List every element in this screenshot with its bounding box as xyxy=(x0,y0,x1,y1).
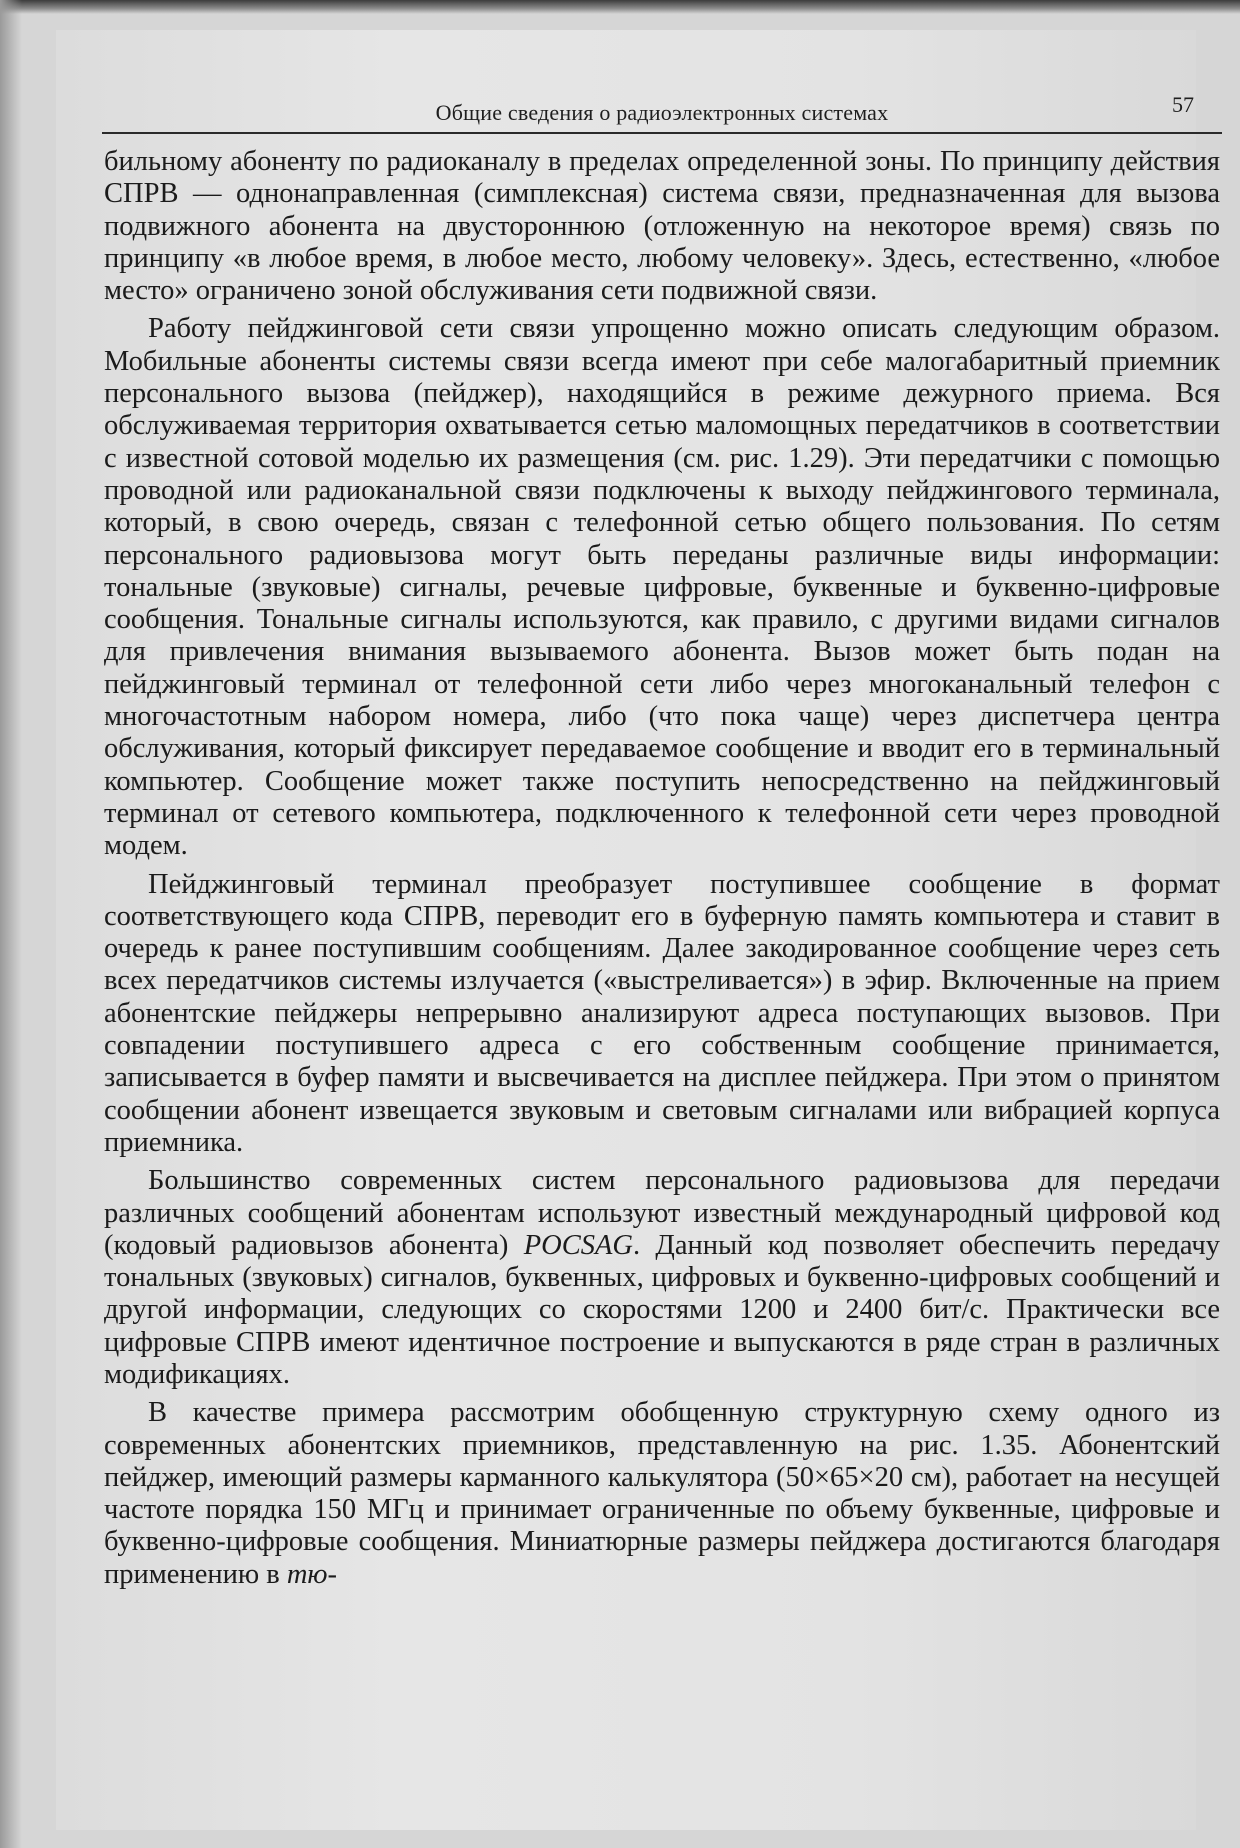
paragraph-3: Пейджинговый терминал преобразует поступившее сообщение в формат соответствующего кода СПРВ, переводит его в буферную память компьютера и ставит в очередь к ранее поступившим сообщениям. Далее закодированное сообщение через сеть всех передатчиков системы излучается («выстреливается») в эфир. Включенные на прием абонентские пейджеры непрерывно анализируют адреса поступающих вызовов. При совпадении поступившего адреса с его собственным сообщение принимается, записывается в буфер памяти и высвечивается на дисплее пейджера. При этом о принятом сообщении абонент извещается звуковым и световым сигналами или вибрацией корпуса приемника. xyxy=(104,868,1220,1158)
code-name-pocsag: POCSAG xyxy=(523,1229,633,1261)
running-title: Общие сведения о радиоэлектронных системах xyxy=(435,100,889,125)
running-header xyxy=(102,82,1222,134)
page-number: 57 xyxy=(1172,92,1194,117)
paragraph-5-italic-fragment: тю- xyxy=(286,1558,338,1590)
scan-top-edge xyxy=(0,0,1240,14)
paragraph-1: бильному абоненту по радиоканалу в пределах определенной зоны. По принципу действия СПРВ — однонаправленная (симплексная) система связи, предназначенная для вызова подвижного абонента на двустороннюю (отложенную на некоторое время) связь по принципу «в любое время, в любое место, любому человеку». Здесь, естественно, «любое место» ограничено зоной обслуживания сети подвижной связи. xyxy=(104,146,1220,307)
paragraph-5-text: В качестве примера рассмотрим обобщенную структурную схему одного из современных абонентских приемников, представленную на рис. 1.35. Абонентский пейджер, имеющий размеры карманного калькулятора (50×65×20 см), работает на несущей частоте порядка 150 МГц и принимает ограниченные по объему буквенные, цифровые и буквенно-цифровые сообщения. Миниатюрные размеры пейджера достигаются благодаря применению в xyxy=(104,1397,1220,1590)
paragraph-4 xyxy=(104,1165,1220,1391)
body-text xyxy=(104,146,1220,1591)
scan-left-edge xyxy=(0,0,22,1848)
book-page xyxy=(56,30,1220,1830)
paragraph-5 xyxy=(104,1397,1220,1591)
paragraph-4-text-b: . Данный код позволяет обеспечить передачу тональных (звуковых) сигналов, буквенных, цифровых и буквенно-цифровых сообщений и другой информации, следующих со скоростями 1200 и 2400 бит/с. Практически все цифровые СПРВ имеют идентичное построение и выпускаются в ряде стран в различных модификациях. xyxy=(104,1229,1220,1390)
paragraph-4-text-a: Большинство современных систем персонального радиовызова для передачи различных сообщений абонентам используют известный международный цифровой код (кодовый радиовызов абонента) xyxy=(104,1165,1220,1261)
paragraph-2: Работу пейджинговой сети связи упрощенно можно описать следующим образом. Мобильные абоненты системы связи всегда имеют при себе малогабаритный приемник персонального вызова (пейджер), находящийся в режиме дежурного приема. Вся обслуживаемая территория охватывается сетью маломощных передатчиков в соответствии с известной сотовой моделью их размещения (см. рис. 1.29). Эти передатчики с помощью проводной или радиоканальной связи подключены к выходу пейджингового терминала, который, в свою очередь, связан с телефонной сетью общего пользования. По сетям персонального радиовызова могут быть переданы различные виды информации: тональные (звуковые) сигналы, речевые цифровые, буквенные и буквенно-цифровые сообщения. Тональные сигналы используются, как правило, с другими видами сигналов для привлечения внимания вызываемого абонента. Вызов может быть подан на пейджинговый терминал от телефонной сети либо через многоканальный телефон с многочастотным набором номера, либо (что пока чаще) через диспетчера центра обслуживания, который фиксирует передаваемое сообщение и вводит его в терминальный компьютер. Сообщение может также поступить непосредственно на пейджинговый терминал от сетевого компьютера, подключенного к телефонной сети через проводной модем. xyxy=(104,313,1220,862)
